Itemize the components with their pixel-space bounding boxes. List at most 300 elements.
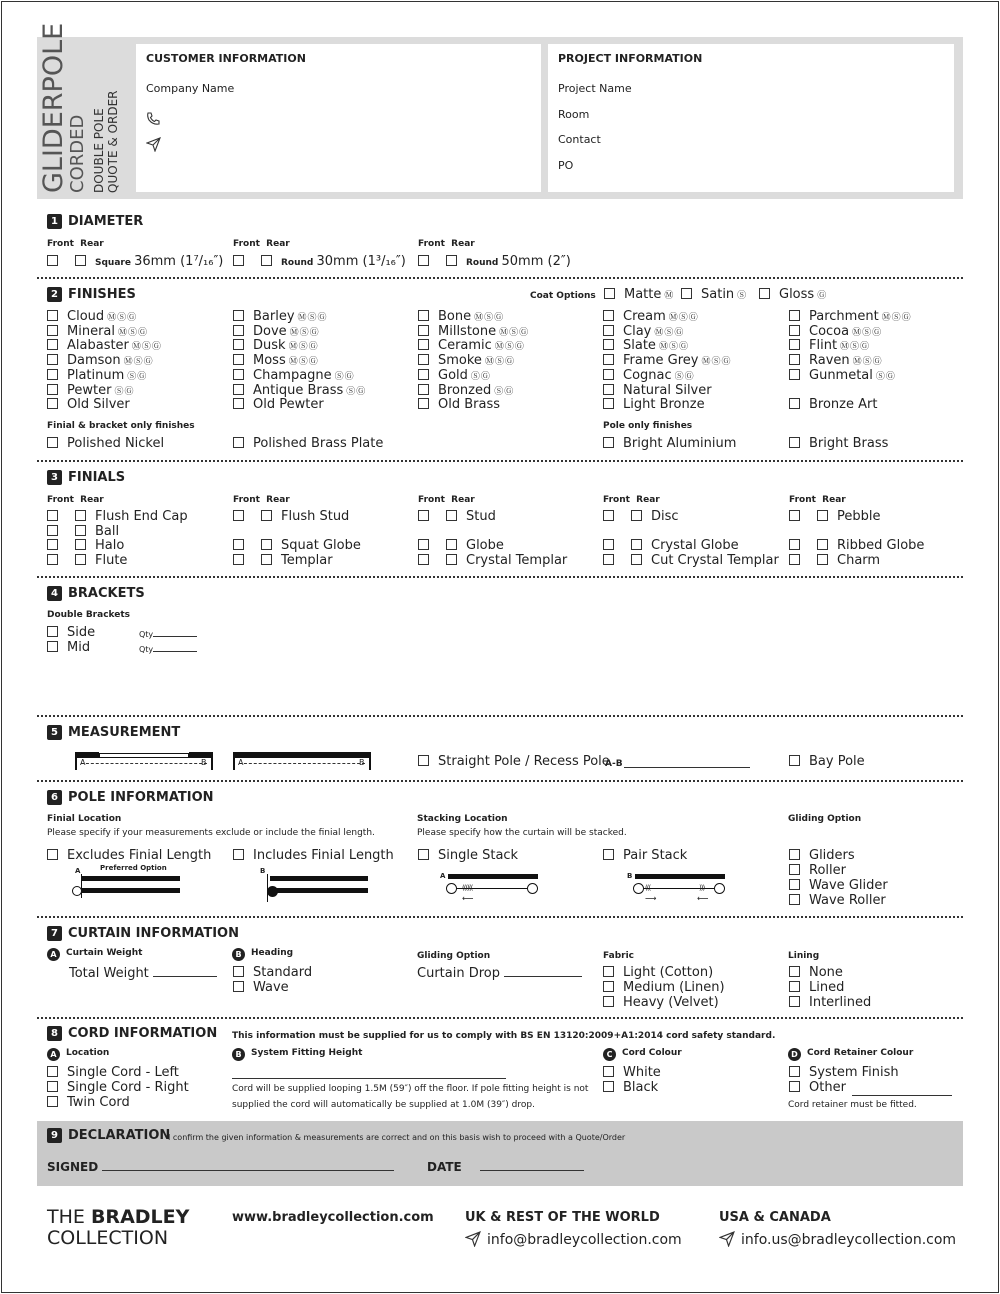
brackets-heading: 4 BRACKETS <box>47 586 145 601</box>
checkbox[interactable] <box>233 325 244 336</box>
coat-options-label: Coat Options <box>530 291 596 301</box>
gliding-option-title: Gliding Option <box>788 814 862 824</box>
checkbox[interactable] <box>789 966 800 977</box>
checkbox[interactable] <box>789 879 800 890</box>
finial-charm[interactable] <box>789 553 880 568</box>
date-field[interactable]: DATE <box>427 1160 584 1174</box>
finial-cut-crystal-templar[interactable] <box>603 553 779 568</box>
finial-squat-globe[interactable] <box>233 538 361 553</box>
option-label: Cream <box>623 309 666 324</box>
project-info-title: PROJECT INFORMATION <box>558 52 703 65</box>
checkbox[interactable] <box>47 554 58 565</box>
checkbox[interactable] <box>75 525 86 536</box>
pair-stack-diagram: B ((( ))) ⟶ ⟵ <box>627 870 729 902</box>
finish-ceramic[interactable] <box>418 338 525 353</box>
checkbox[interactable] <box>603 510 614 521</box>
option-label: Bright Brass <box>809 436 889 451</box>
checkbox[interactable] <box>789 325 800 336</box>
finial-halo[interactable] <box>47 538 124 553</box>
finish-champagne[interactable] <box>233 368 355 383</box>
checkbox[interactable] <box>233 966 244 977</box>
checkbox[interactable] <box>789 539 800 550</box>
option-label: Bronzed <box>438 382 492 398</box>
option-label: Pewter <box>67 382 112 398</box>
ab-input-line[interactable] <box>624 756 750 768</box>
curtain-drop-field[interactable]: Curtain Drop <box>417 966 582 981</box>
checkbox[interactable] <box>47 510 58 521</box>
finial-pebble[interactable] <box>789 509 881 524</box>
checkbox[interactable] <box>681 288 692 299</box>
checkbox[interactable] <box>233 510 244 521</box>
finial-location-title: Finial Location <box>47 814 122 824</box>
checkbox[interactable] <box>603 996 614 1007</box>
uk-email: info@bradleycollection.com <box>487 1232 682 1248</box>
includes-finial-diagram: B <box>260 866 375 902</box>
brand-subtitle: CORDED <box>67 114 88 193</box>
retainer-note: Cord retainer must be fitted. <box>788 1100 917 1110</box>
ab-label: A-B <box>605 759 623 769</box>
diameter-round-30mm-1[interactable]: Round 30mm (1³/₁₆″) <box>233 254 406 269</box>
finish-raven[interactable] <box>789 353 883 368</box>
checkbox[interactable] <box>418 398 429 409</box>
checkbox[interactable] <box>47 849 58 860</box>
checkbox[interactable] <box>789 996 800 1007</box>
finish-old-pewter[interactable] <box>233 397 324 412</box>
finish-polished-nickel[interactable] <box>47 436 164 451</box>
finish-cocoa[interactable] <box>789 324 882 339</box>
coat-gloss[interactable] <box>759 287 827 302</box>
finish-slate[interactable] <box>603 338 689 353</box>
qty-field[interactable]: Qty <box>139 644 197 654</box>
cord-location-single-cord-right[interactable] <box>47 1080 189 1095</box>
checkbox[interactable] <box>603 437 614 448</box>
doc-type-line2: QUOTE & ORDER <box>106 90 120 193</box>
retainer-colour-title: D Cord Retainer Colour <box>788 1048 913 1061</box>
finish-antique-brass[interactable] <box>233 383 366 398</box>
finish-availability-icons: Ⓜ <box>664 291 675 301</box>
checkbox[interactable] <box>789 1066 800 1077</box>
finish-alabaster[interactable] <box>47 338 162 353</box>
gliding-wave-roller[interactable] <box>789 893 886 908</box>
divider <box>37 715 963 717</box>
finial-crystal-globe[interactable] <box>603 538 739 553</box>
divider <box>37 780 963 782</box>
checkbox[interactable] <box>603 325 614 336</box>
finial-disc[interactable] <box>603 509 679 524</box>
stacking-desc: Please specify how the curtain will be stacked. <box>417 828 627 838</box>
option-label: Flute <box>95 553 128 569</box>
finish-dusk[interactable] <box>233 338 319 353</box>
option-label: Ceramic <box>438 338 492 354</box>
front-rear-header: Front Rear <box>418 495 475 505</box>
finial-bracket-label: Finial & bracket only finishes <box>47 421 195 431</box>
finial-crystal-templar[interactable] <box>418 553 567 568</box>
option-label: Polished Nickel <box>67 436 165 451</box>
bracket-side[interactable] <box>47 625 95 640</box>
finish-gunmetal[interactable] <box>789 368 896 383</box>
finish-frame-grey[interactable] <box>603 353 731 368</box>
checkbox[interactable] <box>604 288 615 299</box>
option-label: Old Pewter <box>253 397 324 413</box>
option-label: Gunmetal <box>809 367 873 383</box>
checkbox[interactable] <box>603 398 614 409</box>
option-label: Single Cord - Right <box>67 1080 189 1095</box>
finish-availability-icons: ⓂⓈⒼ <box>131 342 162 353</box>
finish-polished-brass-plate[interactable] <box>233 436 383 451</box>
divider <box>37 277 963 279</box>
checkbox[interactable] <box>817 510 828 521</box>
checkbox[interactable] <box>233 369 244 380</box>
finish-availability-icons: ⓂⓈⒼ <box>289 327 320 338</box>
checkbox[interactable] <box>233 354 244 365</box>
checkbox[interactable] <box>446 255 457 266</box>
finish-availability-icons: Ⓖ <box>817 291 828 301</box>
option-label: Cognac <box>623 367 672 383</box>
fabric-heavy-velvet[interactable] <box>603 995 719 1010</box>
other-retainer-input-line[interactable] <box>852 1085 952 1096</box>
checkbox[interactable] <box>47 525 58 536</box>
finial-stud[interactable] <box>418 509 496 524</box>
cord-location-twin-cord[interactable] <box>47 1095 130 1110</box>
option-label: Antique Brass <box>253 382 344 398</box>
finial-globe[interactable] <box>418 538 504 553</box>
pole-info-heading: 6 POLE INFORMATION <box>47 790 214 805</box>
send-icon <box>146 137 161 156</box>
cord-colour-black[interactable] <box>603 1080 658 1095</box>
bay-pole-checkbox[interactable]: Bay Pole <box>789 754 865 769</box>
finish-bright-brass[interactable] <box>789 436 888 451</box>
finish-smoke[interactable] <box>418 353 515 368</box>
checkbox[interactable] <box>233 398 244 409</box>
footer-logo <box>47 1207 189 1249</box>
checkbox[interactable] <box>603 384 614 395</box>
fabric-medium-linen[interactable] <box>603 980 725 995</box>
website-link[interactable]: www.bradleycollection.com <box>232 1210 434 1225</box>
option-label: Smoke <box>438 353 482 369</box>
fabric-title: Fabric <box>603 951 634 961</box>
project-info-panel <box>548 44 954 192</box>
checkbox[interactable] <box>233 554 244 565</box>
qty-field[interactable]: Qty <box>139 629 197 639</box>
checkbox[interactable] <box>418 539 429 550</box>
checkbox[interactable] <box>75 554 86 565</box>
declaration-text: I confirm the given information & measurements are correct and on this basis wish to proceed with a Quote/Order <box>168 1133 626 1142</box>
option-label: Platinum <box>67 367 125 383</box>
checkbox[interactable] <box>233 384 244 395</box>
finial-flush-stud[interactable] <box>233 509 349 524</box>
fitting-height-input-line[interactable] <box>232 1068 506 1079</box>
checkbox[interactable] <box>261 554 272 565</box>
checkbox[interactable] <box>631 539 642 550</box>
finish-availability-icons: ⓈⒼ <box>127 371 148 382</box>
checkbox[interactable] <box>418 384 429 395</box>
uk-email-row[interactable] <box>465 1231 682 1251</box>
checkbox[interactable] <box>817 554 828 565</box>
stacking-pair-stack[interactable] <box>603 848 687 863</box>
checkbox[interactable] <box>47 369 58 380</box>
option-label: Other <box>809 1080 846 1095</box>
checkbox[interactable] <box>75 510 86 521</box>
checkbox[interactable] <box>789 437 800 448</box>
coat-matte[interactable] <box>604 287 674 302</box>
checkbox[interactable] <box>789 864 800 875</box>
retainer-system-finish[interactable] <box>789 1065 899 1080</box>
finish-clay[interactable] <box>603 324 684 339</box>
option-label: Parchment <box>809 309 879 324</box>
finish-barley[interactable] <box>233 309 328 324</box>
checkbox[interactable] <box>233 255 244 266</box>
option-label: Bright Aluminium <box>623 436 737 451</box>
option-label: Wave <box>253 980 289 995</box>
checkbox[interactable] <box>233 437 244 448</box>
checkbox[interactable] <box>789 398 800 409</box>
front-rear-header: Front Rear <box>47 239 104 249</box>
finish-gold[interactable] <box>418 368 491 383</box>
option-label: Natural Silver <box>623 382 712 398</box>
finial-ribbed-globe[interactable] <box>789 538 924 553</box>
checkbox[interactable] <box>261 255 272 266</box>
checkbox[interactable] <box>47 1096 58 1107</box>
finial-location-includes-finial-length[interactable] <box>233 848 394 863</box>
checkbox[interactable] <box>418 554 429 565</box>
option-label: Slate <box>623 338 656 354</box>
finish-pewter[interactable] <box>47 383 134 398</box>
checkbox[interactable] <box>789 510 800 521</box>
finish-bright-aluminium[interactable] <box>603 436 736 451</box>
checkbox[interactable] <box>631 510 642 521</box>
cord-colour-white[interactable] <box>603 1065 661 1080</box>
finish-damson[interactable] <box>47 353 154 368</box>
checkbox[interactable] <box>446 539 457 550</box>
finish-parchment[interactable] <box>789 309 912 324</box>
option-label: Ribbed Globe <box>837 538 925 554</box>
checkbox[interactable] <box>233 539 244 550</box>
checkbox[interactable] <box>603 981 614 992</box>
finish-platinum[interactable] <box>47 368 147 383</box>
option-label: Crystal Globe <box>651 538 739 554</box>
option-label: Gliders <box>809 848 855 863</box>
checkbox[interactable] <box>47 325 58 336</box>
option-label: Charm <box>837 553 881 569</box>
option-label: Dusk <box>253 338 286 354</box>
finish-availability-icons: ⓂⓈⒼ <box>840 342 871 353</box>
checkbox[interactable] <box>233 849 244 860</box>
option-label: Bone <box>438 309 472 324</box>
option-label: 30mm (1³/₁₆″) <box>316 254 406 269</box>
checkbox[interactable] <box>47 626 58 637</box>
checkbox[interactable] <box>446 554 457 565</box>
straight-pole-checkbox[interactable]: Straight Pole / Recess Pole <box>418 754 610 769</box>
diameter-square-36mm-1[interactable]: Square 36mm (1⁷/₁₆″) <box>47 254 223 269</box>
checkbox[interactable] <box>603 339 614 350</box>
front-rear-header: Front Rear <box>418 239 475 249</box>
finish-availability-icons: ⓂⓈⒼ <box>118 327 149 338</box>
option-label: Twin Cord <box>67 1095 130 1110</box>
checkbox[interactable] <box>603 1081 614 1092</box>
checkbox[interactable] <box>603 1066 614 1077</box>
finish-availability-icons: ⓈⒼ <box>334 371 355 382</box>
checkbox[interactable] <box>789 849 800 860</box>
checkbox[interactable] <box>817 539 828 550</box>
divider <box>37 1017 963 1019</box>
finish-bronzed[interactable] <box>418 383 514 398</box>
project-name-label: Project Name <box>558 82 632 95</box>
heading-wave[interactable] <box>233 980 289 995</box>
checkbox[interactable] <box>47 641 58 652</box>
option-label: Alabaster <box>67 338 129 354</box>
checkbox[interactable] <box>233 981 244 992</box>
stacking-single-stack[interactable] <box>418 848 518 863</box>
bracket-mid[interactable] <box>47 640 90 655</box>
option-label: Roller <box>809 863 846 878</box>
finial-flush-end-cap[interactable] <box>47 509 188 524</box>
phone-icon <box>146 112 160 130</box>
option-label: Mid <box>67 640 91 655</box>
signed-field[interactable]: SIGNED <box>47 1160 394 1174</box>
company-name-label: Company Name <box>146 82 235 95</box>
checkbox[interactable] <box>418 255 429 266</box>
checkbox[interactable] <box>47 1081 58 1092</box>
option-label: Wave Glider <box>809 878 888 893</box>
option-label: Medium (Linen) <box>623 980 725 995</box>
total-weight-field[interactable]: Total Weight <box>69 966 217 981</box>
checkbox[interactable] <box>603 369 614 380</box>
finish-dove[interactable] <box>233 324 320 339</box>
cord-info-heading: 8 CORD INFORMATION <box>47 1026 217 1041</box>
checkbox[interactable] <box>789 310 800 321</box>
checkbox[interactable] <box>446 510 457 521</box>
checkbox[interactable] <box>603 310 614 321</box>
us-email-row[interactable] <box>719 1231 956 1251</box>
gliding-roller[interactable] <box>789 863 846 878</box>
checkbox[interactable] <box>261 510 272 521</box>
finial-flute[interactable] <box>47 553 127 568</box>
finish-moss[interactable] <box>233 353 319 368</box>
divider <box>37 460 963 462</box>
lining-none[interactable] <box>789 965 843 980</box>
option-label: Frame Grey <box>623 353 699 369</box>
checkbox[interactable] <box>75 255 86 266</box>
option-label: Gold <box>438 367 468 383</box>
checkbox[interactable] <box>418 354 429 365</box>
finial-ball[interactable] <box>47 524 119 539</box>
checkbox[interactable] <box>418 325 429 336</box>
option-label: Ball <box>95 523 120 539</box>
option-label: 36mm (1⁷/₁₆″) <box>134 254 224 269</box>
checkbox[interactable] <box>789 354 800 365</box>
front-rear-header: Front Rear <box>789 495 846 505</box>
checkbox[interactable] <box>603 554 614 565</box>
finish-mineral[interactable] <box>47 324 148 339</box>
finishes-heading: 2 FINISHES <box>47 287 136 302</box>
checkbox[interactable] <box>261 539 272 550</box>
curtain-weight-title: A Curtain Weight <box>47 948 142 961</box>
logo-the: THE <box>47 1206 85 1228</box>
checkbox[interactable] <box>47 354 58 365</box>
finish-flint[interactable] <box>789 338 870 353</box>
curtain-info-heading: 7 CURTAIN INFORMATION <box>47 926 239 941</box>
lining-lined[interactable] <box>789 980 844 995</box>
finish-old-silver[interactable] <box>47 397 130 412</box>
checkbox[interactable] <box>47 437 58 448</box>
checkbox[interactable] <box>75 539 86 550</box>
checkbox[interactable] <box>603 539 614 550</box>
cord-colour-title: C Cord Colour <box>603 1048 682 1061</box>
checkbox[interactable] <box>631 554 642 565</box>
checkbox[interactable] <box>418 339 429 350</box>
finish-availability-icons: ⓂⓈⒼ <box>852 327 883 338</box>
finial-templar[interactable] <box>233 553 333 568</box>
checkbox[interactable] <box>233 339 244 350</box>
fitting-note-2: supplied the cord will automatically be supplied at 1.0M (39″) drop. <box>232 1100 535 1110</box>
checkbox[interactable] <box>418 510 429 521</box>
finish-cloud[interactable] <box>47 309 137 324</box>
checkbox[interactable] <box>47 339 58 350</box>
checkbox[interactable] <box>789 1081 800 1092</box>
checkbox[interactable] <box>47 310 58 321</box>
cord-location-single-cord-left[interactable] <box>47 1065 179 1080</box>
option-label: Side <box>67 625 96 640</box>
option-label: Light (Cotton) <box>623 965 714 980</box>
option-label: Millstone <box>438 323 497 339</box>
option-label: Includes Finial Length <box>253 848 394 863</box>
finish-bone[interactable] <box>418 309 504 324</box>
lining-interlined[interactable] <box>789 995 871 1010</box>
us-email: info.us@bradleycollection.com <box>741 1232 957 1248</box>
retainer-other[interactable] <box>789 1080 846 1095</box>
finish-availability-icons: ⓂⓈⒼ <box>658 342 689 353</box>
finish-millstone[interactable] <box>418 324 529 339</box>
coat-satin[interactable] <box>681 287 747 302</box>
checkbox[interactable] <box>789 339 800 350</box>
checkbox[interactable] <box>603 354 614 365</box>
checkbox[interactable] <box>233 310 244 321</box>
checkbox[interactable] <box>789 894 800 905</box>
fabric-light-cotton[interactable] <box>603 965 713 980</box>
checkbox[interactable] <box>789 554 800 565</box>
finish-cream[interactable] <box>603 309 699 324</box>
gliding-gliders[interactable] <box>789 848 855 863</box>
option-label: Dove <box>253 323 287 339</box>
checkbox[interactable] <box>418 310 429 321</box>
checkbox[interactable] <box>789 981 800 992</box>
finish-availability-icons: ⓂⓈⒼ <box>494 342 525 353</box>
checkbox[interactable] <box>603 849 614 860</box>
checkbox[interactable] <box>47 1066 58 1077</box>
diameter-round-50mm-2[interactable]: Round 50mm (2″) <box>418 254 571 269</box>
finish-bronze-art[interactable] <box>789 397 877 412</box>
checkbox[interactable] <box>603 966 614 977</box>
checkbox[interactable] <box>47 539 58 550</box>
heading-standard[interactable] <box>233 965 312 980</box>
checkbox[interactable] <box>789 369 800 380</box>
checkbox[interactable] <box>418 849 429 860</box>
checkbox[interactable] <box>47 255 58 266</box>
finial-location-excludes-finial-length[interactable] <box>47 848 211 863</box>
checkbox[interactable] <box>759 288 770 299</box>
checkbox[interactable] <box>47 398 58 409</box>
checkbox[interactable] <box>47 384 58 395</box>
send-icon <box>719 1231 735 1251</box>
uk-title: UK & REST OF THE WORLD <box>465 1210 660 1225</box>
gliding-wave-glider[interactable] <box>789 878 888 893</box>
finish-natural-silver[interactable] <box>603 383 712 398</box>
us-title: USA & CANADA <box>719 1210 831 1225</box>
finish-light-bronze[interactable] <box>603 397 705 412</box>
checkbox[interactable] <box>418 369 429 380</box>
finish-cognac[interactable] <box>603 368 695 383</box>
finish-old-brass[interactable] <box>418 397 500 412</box>
